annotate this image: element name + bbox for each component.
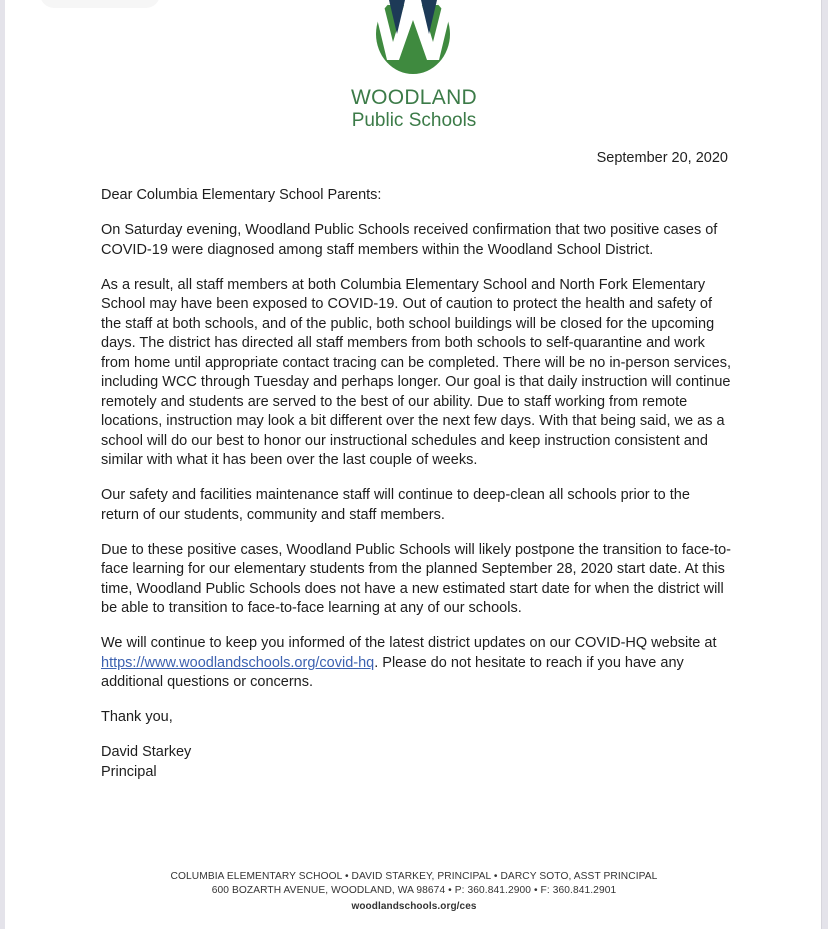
paragraph-3: Our safety and facilities maintenance staff will continue to deep-clean all schools prior to the return of our students, community and staff members. [101,487,690,523]
footer-address-line: 600 BOZARTH AVENUE, WOODLAND, WA 98674 • P: 360.841.2900 • F: 360.841.2901 [211,885,617,896]
signature-block [101,743,731,782]
signer-title: Principal [101,763,157,780]
letter-date: September 20, 2020 [596,150,728,166]
paragraph-5-before-link: We will continue to keep you informed of the latest district updates on our COVID-HQ website at [101,635,717,651]
signer-name: David Starkey [101,744,192,760]
signoff: Thank you, [101,709,173,725]
paragraph-2: As a result, all staff members at both Columbia Elementary School and North Fork Elementary School may have been exposed to COVID-19. Out of caution to protect the health and safety of the staff at both schools, and of the public, both school buildings will be closed for the upcoming days. The district has directed all staff members from both schools to self-quarantine and work from home until appropriate contact tracing can be completed. There will be no in-person services, including WCC through Tuesday and perhaps longer. Our goal is that daily instruction will continue remotely and students are served to the best of our ability. Due to staff working from remote locations, instruction may look a bit different over the next few days. With that being said, we as a school will do our best to honor our instructional schedules and keep instruction consistent and similar with what it has been over the last couple of weeks. [101,276,731,468]
org-name-line1: WOODLAND [350,86,478,109]
paragraph-5-after-link: . Please do not hesitate to reach if you have any additional questions or concerns. [101,654,684,690]
top-overlay-pill [40,0,160,8]
org-name-line2: Public Schools [351,110,477,131]
footer-staff-line: COLUMBIA ELEMENTARY SCHOOL • DAVID STARKEY, PRINCIPAL • DARCY SOTO, ASST PRINCIPAL [170,871,658,882]
paragraph-1: On Saturday evening, Woodland Public Schools received confirmation that two positive cases of COVID-19 were diagnosed among staff members within the Woodland School District. [101,222,718,258]
paragraph-5 [101,634,731,693]
footer-website: woodlandschools.org/ces [351,901,477,912]
woodland-logo-icon [363,0,463,75]
left-edge [0,0,5,929]
paragraph-4: Due to these positive cases, Woodland Public Schools will likely postpone the transition to face-to-face learning for our elementary students from the planned September 28, 2020 start date. At this time, Woodland Public Schools does not have a new estimated start date for when the district will be able to transition to face-to-face learning at any of our schools. [101,541,732,616]
covid-hq-link[interactable]: https://www.woodlandschools.org/covid-hq [101,654,375,671]
right-edge [821,0,828,929]
salutation: Dear Columbia Elementary School Parents: [101,187,382,203]
letter-body [101,186,731,782]
